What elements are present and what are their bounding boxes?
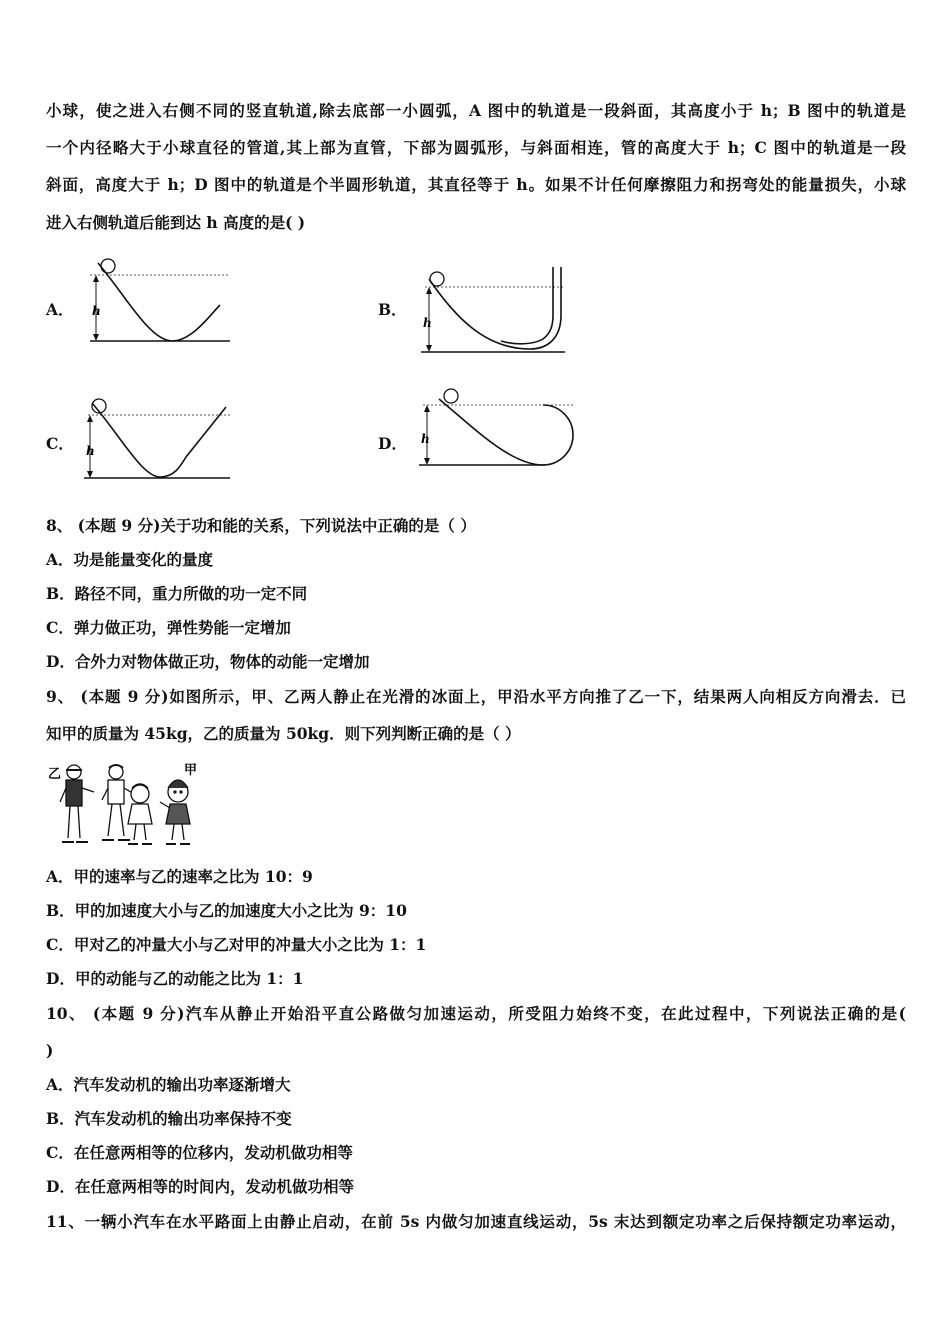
q8-option-c: C．弹力做正功，弹性势能一定增加 — [46, 618, 291, 637]
q10-stem-line-1: 10、 (本题 9 分)汽车从静止开始沿平直公路做匀加速运动，所受阻力始终不变，在此过程中，下列说法正确的是( — [46, 1004, 906, 1023]
q11-stem-line-1: 11、一辆小汽车在水平路面上由静止启动，在前 5s 内做匀加速直线运动，5s 末达到额定功率之后保持额定功率运动， — [46, 1212, 906, 1231]
q7-option-a-h-label: h — [92, 304, 101, 318]
q7-option-c-figure — [80, 395, 240, 485]
q7-option-b-figure — [415, 265, 575, 360]
q8-option-a: A．功是能量变化的量度 — [46, 550, 214, 569]
q7-stem-line-1: 小球，使之进入右侧不同的竖直轨道,除去底部一小圆弧，A 图中的轨道是一段斜面，其高度小于 h；B 图中的轨道是 — [46, 101, 906, 120]
q7-option-a-label: A． — [46, 300, 74, 319]
q9-option-d: D．甲的动能与乙的动能之比为 1：1 — [46, 969, 304, 988]
q10-option-a: A．汽车发动机的输出功率逐渐增大 — [46, 1075, 291, 1094]
q8-option-b: B．路径不同，重力所做的功一定不同 — [46, 584, 308, 603]
q7-option-b-label: B． — [378, 300, 407, 319]
q9-stem-line-2: 知甲的质量为 45kg，乙的质量为 50kg．则下列判断正确的是（ ） — [46, 724, 521, 743]
q7-option-d-figure — [415, 385, 585, 475]
skater-girl-figure — [128, 784, 152, 844]
q10-option-d: D．在任意两相等的时间内，发动机做功相等 — [46, 1177, 354, 1196]
q7-option-a-figure — [80, 255, 240, 350]
q7-stem-line-4: 进入右侧轨道后能到达 h 高度的是( ) — [46, 213, 306, 232]
q9-figure-label-yi: 乙 — [48, 767, 62, 782]
q7-option-c-h-label: h — [86, 444, 95, 458]
q7-option-d-h-label: h — [421, 432, 430, 446]
q7-option-d-label: D． — [378, 434, 407, 453]
q10-option-c: C．在任意两相等的位移内，发动机做功相等 — [46, 1143, 353, 1162]
q8-stem: 8、 (本题 9 分)关于功和能的关系，下列说法中正确的是（ ） — [46, 516, 476, 535]
q7-stem-line-2: 一个内径略大于小球直径的管道,其上部为直管，下部为圆弧形，与斜面相连，管的高度大于 h；C 图中的轨道是一段 — [46, 138, 906, 157]
q9-option-c: C．甲对乙的冲量大小与乙对甲的冲量大小之比为 1：1 — [46, 935, 427, 954]
skater-man-figure — [102, 765, 134, 840]
skater-jia-figure — [160, 780, 190, 844]
q10-option-b: B．汽车发动机的输出功率保持不变 — [46, 1109, 292, 1128]
skater-yi-figure — [60, 765, 94, 842]
q8-option-d: D．合外力对物体做正功，物体的动能一定增加 — [46, 652, 370, 671]
q9-figure-label-jia: 甲 — [184, 763, 198, 778]
q9-option-b: B．甲的加速度大小与乙的加速度大小之比为 9：10 — [46, 901, 407, 920]
q9-skaters-figure — [44, 758, 204, 850]
q7-stem-line-3: 斜面，高度大于 h；D 图中的轨道是个半圆形轨道，其直径等于 h。如果不计任何摩擦阻力和拐弯处的能量损失，小球 — [46, 175, 906, 194]
q9-stem-line-1: 9、 (本题 9 分)如图所示，甲、乙两人静止在光滑的冰面上，甲沿水平方向推了乙一下，结果两人向相反方向滑去．已 — [46, 687, 906, 706]
q10-stem-line-2: ) — [46, 1041, 54, 1060]
q7-option-b-h-label: h — [423, 316, 432, 330]
q7-option-c-label: C． — [46, 434, 74, 453]
q9-option-a: A．甲的速率与乙的速率之比为 10：9 — [46, 867, 313, 886]
